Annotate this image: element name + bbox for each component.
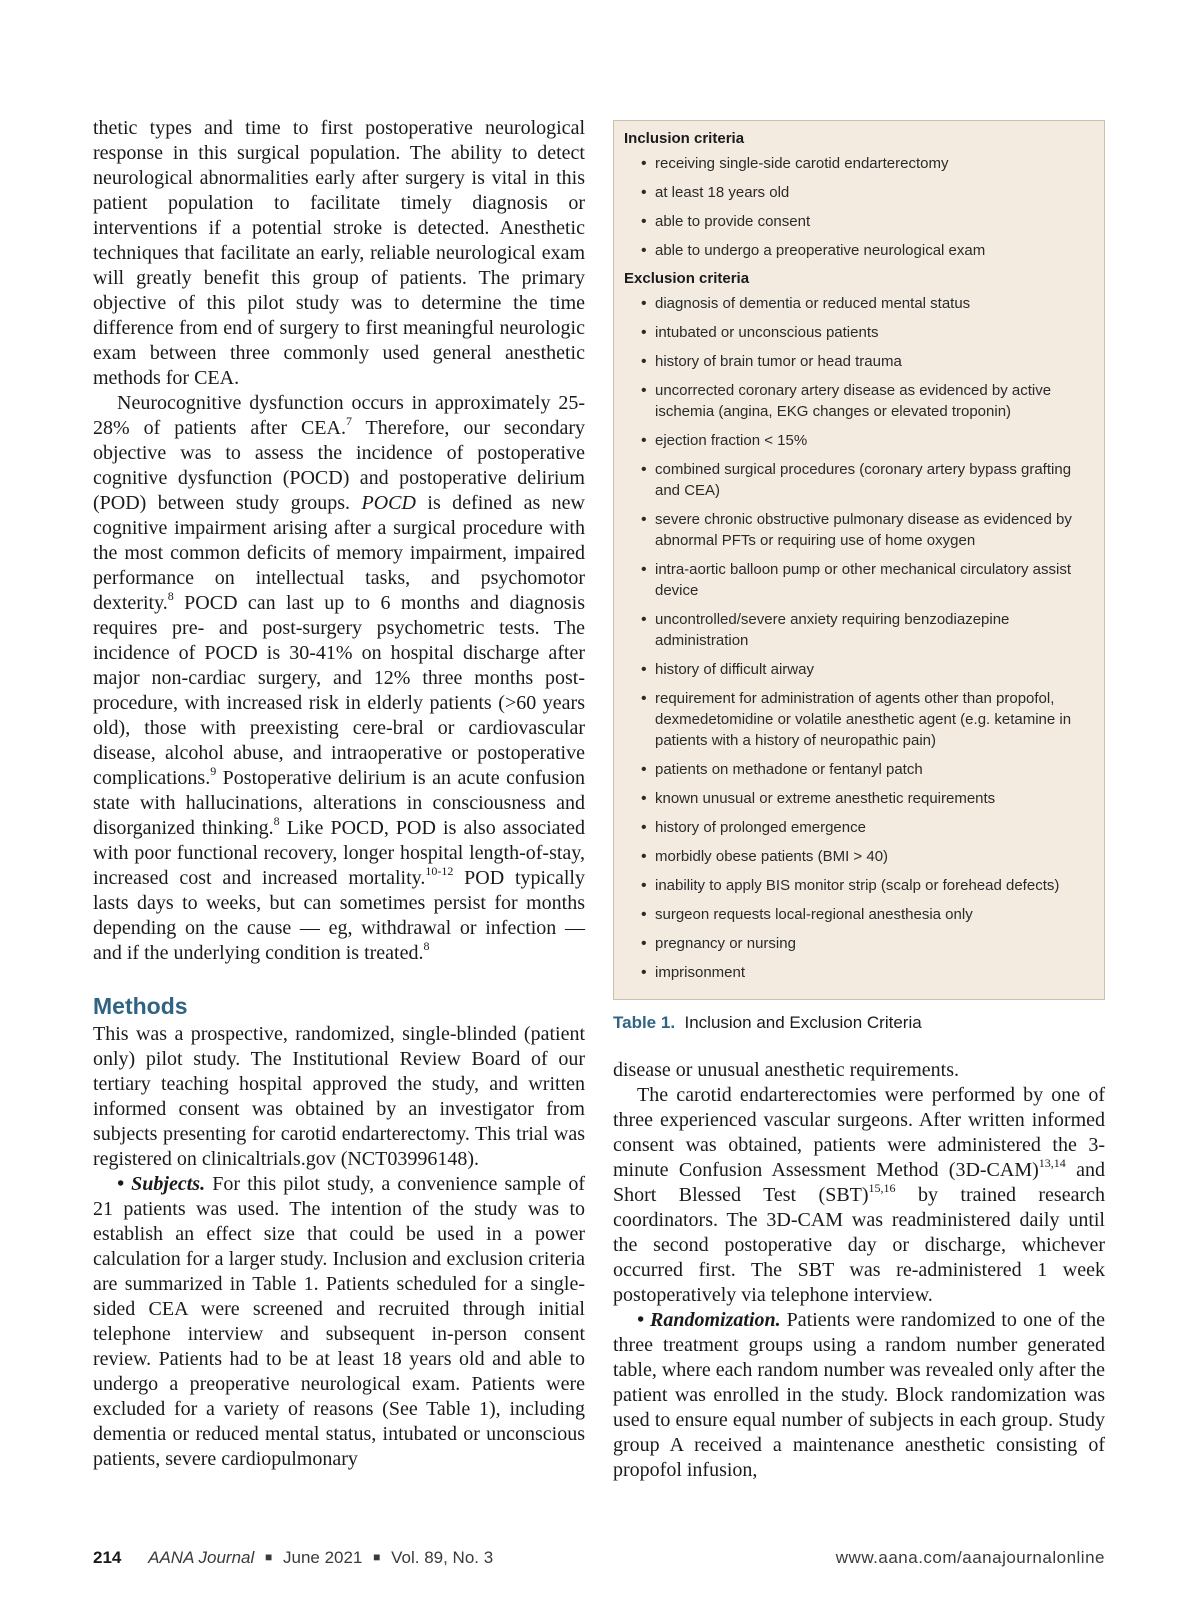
- subjects-paragraph: [93, 1172, 585, 1472]
- right-column: [613, 120, 1105, 1483]
- methods-paragraph: This was a prospective, randomized, single-blinded (patient only) pilot study. The Institutional Review Board of our tertiary teaching hospital approved the study, and written informed consent was obtained by an investigator from subjects presenting for carotid endarterectomy. This trial was registered on clinicaltrials.gov (NCT03996148).: [93, 1023, 585, 1170]
- exclusion-item: • combined surgical procedures (coronary artery bypass grafting and CEA): [624, 459, 1094, 501]
- separator-square-icon: ■: [265, 1550, 273, 1564]
- table-caption: [613, 1012, 1105, 1034]
- table-caption-label: Table 1.: [613, 1013, 676, 1032]
- exclusion-item: • inability to apply BIS monitor strip (scalp or forehead defects): [624, 875, 1094, 896]
- citation-ref: 8: [273, 814, 280, 829]
- exclusion-item: • uncontrolled/severe anxiety requiring benzodiazepine administration: [624, 609, 1094, 651]
- issue-date: June 2021: [282, 1548, 363, 1567]
- randomization-label: • Randomization.: [637, 1309, 781, 1331]
- exclusion-item: • intubated or unconscious patients: [624, 322, 1094, 343]
- exclusion-item: • surgeon requests local-regional anesthesia only: [624, 904, 1094, 925]
- exclusion-item: • patients on methadone or fentanyl patch: [624, 759, 1094, 780]
- exclusion-item: • history of brain tumor or head trauma: [624, 351, 1094, 372]
- exclusion-item: • diagnosis of dementia or reduced mental status: [624, 293, 1094, 314]
- exclusion-item: • history of difficult airway: [624, 659, 1094, 680]
- text-run: and Short Blessed Test (SBT): [613, 1159, 1105, 1206]
- text-run: POD typically lasts days to weeks, but can sometimes persist for months depending on the cause — eg, withdrawal or infection — and if the underlying condition is treated.: [93, 867, 585, 964]
- left-body: [93, 116, 585, 966]
- volume-issue: Vol. 89, No. 3: [391, 1548, 494, 1567]
- text-run: Therefore, our secondary objective was to assess the incidence of postoperative cognitive dysfunction (POCD) and postoperative delirium (POD) between study groups.: [93, 417, 585, 514]
- exclusion-item: • severe chronic obstructive pulmonary disease as evidenced by abnormal PFTs or requiring use of home oxygen: [624, 509, 1094, 551]
- exclusion-heading: Exclusion criteria: [624, 270, 750, 287]
- neurocognitive-paragraph: [93, 391, 585, 966]
- methods-body: [93, 1022, 585, 1472]
- exclusion-item: • history of prolonged emergence: [624, 817, 1094, 838]
- exclusion-item: • morbidly obese patients (BMI > 40): [624, 846, 1094, 867]
- exclusion-item: • known unusual or extreme anesthetic requirements: [624, 788, 1094, 809]
- criteria-table: [613, 120, 1105, 1000]
- text-run: POCD can last up to 6 months and diagnosis requires pre- and post-surgery psychometric tests. The incidence of POCD is 30-41% on hospital discharge after major non-cardiac surgery, and 12% three months post-procedure, with increased risk in elderly patients (>60 years old), those with preexisting cere-bral or cardiovascular disease, alcohol abuse, and intraoperative or postoperative complications.: [93, 592, 585, 789]
- text-run: is defined as new cognitive impairment arising after a surgical procedure with the most common deficits of memory impairment, impaired performance on intellectual tasks, and psychomotor dexterity.: [93, 492, 585, 614]
- exclusion-item: • imprisonment: [624, 962, 1094, 983]
- journal-name: AANA Journal: [148, 1548, 255, 1567]
- randomization-paragraph: [613, 1308, 1105, 1483]
- citation-ref: 10-12: [425, 864, 454, 879]
- inclusion-item: • able to provide consent: [624, 211, 1094, 232]
- separator-square-icon: ■: [373, 1550, 381, 1564]
- exclusion-item: • pregnancy or nursing: [624, 933, 1094, 954]
- inclusion-item: • at least 18 years old: [624, 182, 1094, 203]
- citation-ref: 15,16: [868, 1181, 896, 1196]
- subjects-label: • Subjects.: [117, 1173, 206, 1195]
- exclusion-item: • uncorrected coronary artery disease as evidenced by active ischemia (angina, EKG changes or elevated troponin): [624, 380, 1094, 422]
- randomization-text: Patients were randomized to one of the three treatment groups using a random number generated table, where each random number was revealed only after the patient was enrolled in the study. Block randomization was used to ensure equal number of subjects in each group. Study group A received a maintenance anesthetic consisting of propofol infusion,: [613, 1309, 1105, 1481]
- procedure-paragraph: [613, 1083, 1105, 1308]
- inclusion-item: • able to undergo a preoperative neurological exam: [624, 240, 1094, 261]
- inclusion-heading: Inclusion criteria: [624, 130, 745, 147]
- journal-url: www.aana.com/aanajournalonline: [835, 1548, 1105, 1567]
- continued-paragraph: disease or unusual anesthetic requirements.: [613, 1059, 959, 1081]
- exclusion-item: • intra-aortic balloon pump or other mechanical circulatory assist device: [624, 559, 1094, 601]
- citation-ref: 7: [345, 414, 352, 429]
- text-run: Neurocognitive dysfunction occurs in approximately 25-28% of patients after CEA.: [93, 392, 585, 439]
- citation-ref: 8: [167, 589, 174, 604]
- page-footer: [93, 1548, 1105, 1568]
- inclusion-item: • receiving single-side carotid endarterectomy: [624, 153, 1094, 174]
- citation-ref: 9: [210, 764, 217, 779]
- text-run: by trained research coordinators. The 3D-CAM was readministered daily until the second postoperative day or discharge, whichever occurred first. The SBT was re-administered 1 week postoperatively via telephone interview.: [613, 1184, 1105, 1306]
- left-column: [93, 116, 585, 1472]
- intro-paragraph: thetic types and time to first postoperative neurological response in this surgical population. The ability to detect neurological abnormalities early after surgery is vital in this patient population to facilitate timely diagnosis or interventions if a potential stroke is detected. Anesthetic techniques that facilitate an early, reliable neurological exam will greatly benefit this group of patients. The primary objective of this pilot study was to determine the time difference from end of surgery to first meaningful neurologic exam between three commonly used general anesthetic methods for CEA.: [93, 117, 585, 389]
- methods-heading: Methods: [93, 993, 188, 1019]
- page-number: 214: [93, 1548, 122, 1567]
- table-caption-text: Inclusion and Exclusion Criteria: [684, 1013, 922, 1032]
- exclusion-list: [624, 293, 1094, 983]
- exclusion-item: • ejection fraction < 15%: [624, 430, 1094, 451]
- citation-ref: 13,14: [1038, 1156, 1066, 1171]
- right-body: [613, 1058, 1105, 1483]
- subjects-text: For this pilot study, a convenience sample of 21 patients was used. The intention of the study was to establish an effect size that could be used in a power calculation for a larger study. Inclusion and exclusion criteria are summarized in Table 1. Patients scheduled for a single-sided CEA were screened and recruited through initial telephone interview and subsequent in-person consent review. Patients had to be at least 18 years old and able to undergo a preoperative neurological exam. Patients were excluded for a variety of reasons (See Table 1), including dementia or reduced mental status, intubated or unconscious patients, severe cardiopulmonary: [93, 1173, 585, 1470]
- exclusion-item: • requirement for administration of agents other than propofol, dexmedetomidine or volatile anesthetic agent (e.g. ketamine in patients with a history of neuropathic pain): [624, 688, 1094, 751]
- citation-ref: 8: [423, 939, 430, 954]
- term-pocd: POCD: [361, 492, 416, 514]
- text-run: The carotid endarterectomies were performed by one of three experienced vascular surgeons. After written informed consent was obtained, patients were administered the 3-minute Confusion Assessment Method (3D-CAM): [613, 1084, 1105, 1181]
- text-run: Postoperative delirium is an acute confusion state with hallucinations, alterations in consciousness and disorganized thinking.: [93, 767, 585, 839]
- text-run: Like POCD, POD is also associated with poor functional recovery, longer hospital length-of-stay, increased cost and increased mortality.: [93, 817, 585, 889]
- inclusion-list: [624, 153, 1094, 261]
